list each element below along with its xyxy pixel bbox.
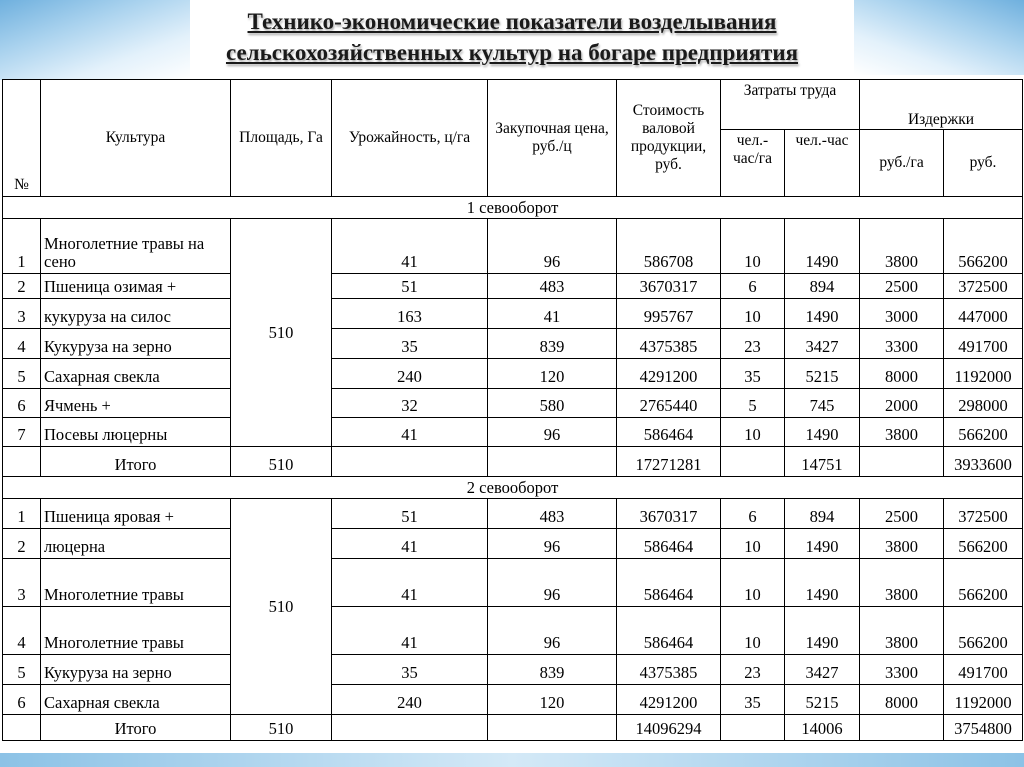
row-labor-total: 5215 [785, 685, 860, 715]
row-costs-total: 447000 [944, 299, 1023, 329]
row-labor-total: 894 [785, 499, 860, 529]
row-yield: 41 [332, 607, 488, 655]
row-labor-per-ha: 23 [721, 329, 785, 359]
total-costs-per-ha [860, 447, 944, 477]
total-price [488, 447, 617, 477]
table-row [3, 389, 1023, 418]
row-labor-per-ha: 10 [721, 299, 785, 329]
group-area: 510 [231, 499, 332, 715]
group-label: 2 севооборот [3, 477, 1023, 499]
row-labor-per-ha: 10 [721, 418, 785, 447]
header-labor: Затраты труда [721, 80, 860, 130]
row-culture: Пшеница яровая + [41, 499, 231, 529]
row-costs-per-ha: 3800 [860, 418, 944, 447]
row-labor-per-ha: 35 [721, 685, 785, 715]
row-labor-total: 1490 [785, 559, 860, 607]
table-row [3, 529, 1023, 559]
row-culture: Ячмень + [41, 389, 231, 418]
row-yield: 35 [332, 655, 488, 685]
row-costs-total: 566200 [944, 219, 1023, 274]
row-yield: 51 [332, 499, 488, 529]
header-row [3, 80, 1023, 130]
row-culture: Кукуруза на зерно [41, 655, 231, 685]
row-gross: 586464 [617, 559, 721, 607]
row-culture: Сахарная свекла [41, 359, 231, 389]
row-gross: 4291200 [617, 685, 721, 715]
row-costs-total: 491700 [944, 655, 1023, 685]
row-labor-total: 1490 [785, 529, 860, 559]
title-line-1: Технико-экономические показатели возделывания [247, 9, 777, 34]
row-gross: 586464 [617, 607, 721, 655]
total-area: 510 [231, 715, 332, 741]
row-num: 7 [3, 418, 41, 447]
row-culture: Многолетние травы [41, 559, 231, 607]
row-yield: 41 [332, 219, 488, 274]
row-yield: 35 [332, 329, 488, 359]
row-labor-per-ha: 10 [721, 219, 785, 274]
row-culture: Многолетние травы [41, 607, 231, 655]
row-labor-per-ha: 5 [721, 389, 785, 418]
row-gross: 3670317 [617, 499, 721, 529]
total-labor-total: 14006 [785, 715, 860, 741]
row-gross: 586708 [617, 219, 721, 274]
row-costs-total: 298000 [944, 389, 1023, 418]
row-costs-per-ha: 3300 [860, 329, 944, 359]
row-labor-total: 1490 [785, 299, 860, 329]
row-labor-per-ha: 23 [721, 655, 785, 685]
header-costs-per-ha: руб./га [860, 130, 944, 197]
total-price [488, 715, 617, 741]
header-labor-total: чел.-час [785, 130, 860, 197]
table-row [3, 499, 1023, 529]
table-row [3, 219, 1023, 274]
total-num [3, 447, 41, 477]
group-label: 1 севооборот [3, 197, 1023, 219]
row-costs-total: 1192000 [944, 685, 1023, 715]
row-yield: 240 [332, 359, 488, 389]
table-row [3, 685, 1023, 715]
row-costs-per-ha: 3000 [860, 299, 944, 329]
total-yield [332, 715, 488, 741]
row-costs-total: 372500 [944, 499, 1023, 529]
row-price: 96 [488, 418, 617, 447]
table-row [3, 299, 1023, 329]
header-area: Площадь, Га [231, 80, 332, 197]
row-num: 1 [3, 219, 41, 274]
row-yield: 51 [332, 274, 488, 299]
table-row [3, 359, 1023, 389]
row-yield: 41 [332, 418, 488, 447]
row-labor-total: 1490 [785, 418, 860, 447]
table-row [3, 418, 1023, 447]
row-labor-per-ha: 10 [721, 559, 785, 607]
row-price: 96 [488, 559, 617, 607]
total-gross: 14096294 [617, 715, 721, 741]
header-culture: Культура [41, 80, 231, 197]
row-culture: Посевы люцерны [41, 418, 231, 447]
row-labor-per-ha: 10 [721, 529, 785, 559]
group-area: 510 [231, 219, 332, 447]
total-gross: 17271281 [617, 447, 721, 477]
row-costs-total: 1192000 [944, 359, 1023, 389]
row-culture: Кукуруза на зерно [41, 329, 231, 359]
row-num: 6 [3, 685, 41, 715]
table-row [3, 655, 1023, 685]
row-costs-per-ha: 3800 [860, 607, 944, 655]
bottom-decoration [0, 753, 1024, 767]
row-gross: 4375385 [617, 329, 721, 359]
row-num: 6 [3, 389, 41, 418]
row-costs-total: 372500 [944, 274, 1023, 299]
row-costs-per-ha: 8000 [860, 359, 944, 389]
row-gross: 995767 [617, 299, 721, 329]
row-labor-total: 1490 [785, 607, 860, 655]
total-labor-total: 14751 [785, 447, 860, 477]
row-yield: 41 [332, 559, 488, 607]
row-num: 5 [3, 655, 41, 685]
indicators-table [2, 79, 1023, 741]
page-title [0, 6, 1024, 68]
row-num: 3 [3, 299, 41, 329]
row-culture: кукуруза на силос [41, 299, 231, 329]
row-price: 120 [488, 685, 617, 715]
row-num: 5 [3, 359, 41, 389]
row-yield: 163 [332, 299, 488, 329]
row-costs-per-ha: 2500 [860, 274, 944, 299]
row-price: 839 [488, 329, 617, 359]
row-costs-per-ha: 3800 [860, 559, 944, 607]
title-line-2: сельскохозяйственных культур на богаре предприятия [225, 40, 799, 65]
row-costs-per-ha: 8000 [860, 685, 944, 715]
row-price: 483 [488, 274, 617, 299]
row-gross: 4291200 [617, 359, 721, 389]
header-yield: Урожайность, ц/га [332, 80, 488, 197]
row-culture: люцерна [41, 529, 231, 559]
total-labor-per-ha [721, 715, 785, 741]
row-costs-total: 566200 [944, 559, 1023, 607]
row-labor-total: 1490 [785, 219, 860, 274]
row-gross: 4375385 [617, 655, 721, 685]
row-labor-per-ha: 6 [721, 274, 785, 299]
row-num: 2 [3, 529, 41, 559]
row-gross: 2765440 [617, 389, 721, 418]
row-costs-total: 566200 [944, 607, 1023, 655]
row-gross: 3670317 [617, 274, 721, 299]
row-costs-per-ha: 3300 [860, 655, 944, 685]
total-costs-per-ha [860, 715, 944, 741]
row-num: 2 [3, 274, 41, 299]
row-costs-total: 491700 [944, 329, 1023, 359]
row-num: 4 [3, 607, 41, 655]
header-gross: Стоимость валовой продукции, руб. [617, 80, 721, 197]
row-gross: 586464 [617, 418, 721, 447]
total-num [3, 715, 41, 741]
table-row [3, 329, 1023, 359]
row-price: 839 [488, 655, 617, 685]
row-costs-per-ha: 3800 [860, 529, 944, 559]
row-labor-total: 5215 [785, 359, 860, 389]
row-costs-per-ha: 3800 [860, 219, 944, 274]
total-label: Итого [41, 715, 231, 741]
table-row [3, 607, 1023, 655]
total-labor-per-ha [721, 447, 785, 477]
row-labor-total: 894 [785, 274, 860, 299]
row-costs-total: 566200 [944, 418, 1023, 447]
row-yield: 240 [332, 685, 488, 715]
row-labor-per-ha: 35 [721, 359, 785, 389]
group-row [3, 197, 1023, 219]
header-price: Закупочная цена, руб./ц [488, 80, 617, 197]
row-price: 96 [488, 219, 617, 274]
row-num: 3 [3, 559, 41, 607]
row-labor-total: 745 [785, 389, 860, 418]
table-row [3, 274, 1023, 299]
total-costs-total: 3933600 [944, 447, 1023, 477]
row-costs-per-ha: 2000 [860, 389, 944, 418]
row-costs-total: 566200 [944, 529, 1023, 559]
header-costs-total: руб. [944, 130, 1023, 197]
row-gross: 586464 [617, 529, 721, 559]
row-culture: Многолетние травы на сено [41, 219, 231, 274]
row-culture: Сахарная свекла [41, 685, 231, 715]
header-num: № [3, 80, 41, 197]
row-price: 96 [488, 529, 617, 559]
header-costs: Издержки [860, 80, 1023, 130]
row-price: 483 [488, 499, 617, 529]
total-row [3, 715, 1023, 741]
row-price: 96 [488, 607, 617, 655]
row-num: 4 [3, 329, 41, 359]
total-area: 510 [231, 447, 332, 477]
row-num: 1 [3, 499, 41, 529]
total-row [3, 447, 1023, 477]
row-yield: 41 [332, 529, 488, 559]
row-labor-per-ha: 6 [721, 499, 785, 529]
row-labor-total: 3427 [785, 655, 860, 685]
group-row [3, 477, 1023, 499]
total-costs-total: 3754800 [944, 715, 1023, 741]
row-costs-per-ha: 2500 [860, 499, 944, 529]
row-labor-per-ha: 10 [721, 607, 785, 655]
header-labor-per-ha: чел.-час/га [721, 130, 785, 197]
table-row [3, 559, 1023, 607]
row-yield: 32 [332, 389, 488, 418]
row-price: 120 [488, 359, 617, 389]
row-price: 580 [488, 389, 617, 418]
total-yield [332, 447, 488, 477]
row-culture: Пшеница озимая + [41, 274, 231, 299]
total-label: Итого [41, 447, 231, 477]
row-labor-total: 3427 [785, 329, 860, 359]
row-price: 41 [488, 299, 617, 329]
table-body [3, 197, 1023, 741]
